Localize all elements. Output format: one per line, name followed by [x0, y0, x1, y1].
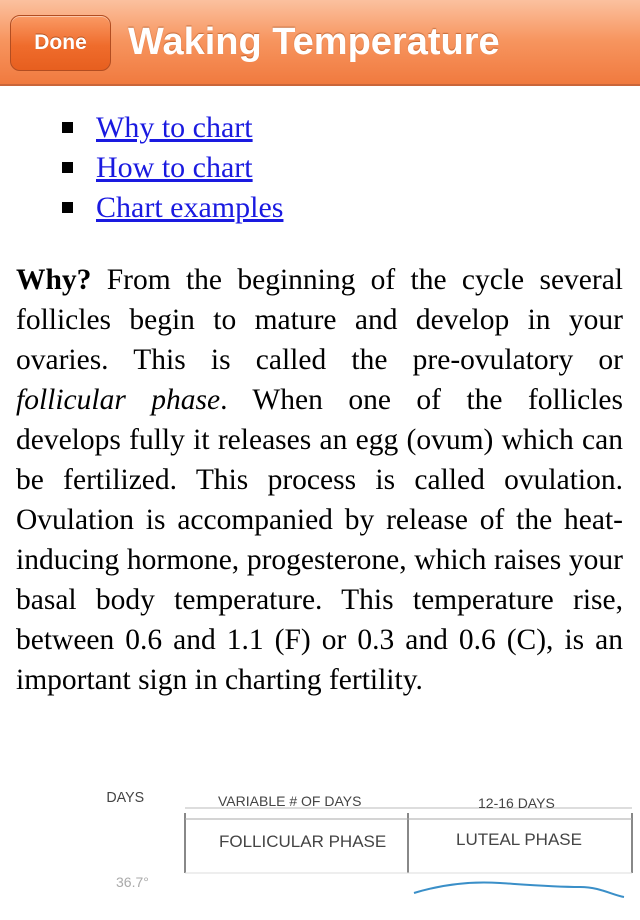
temperature-chart-image [0, 775, 640, 920]
paragraph-text: . When one of the follicles develops fully it releases an egg (ovum) which can be fertilized. This process is called ovulation. Ovulation is accompanied by release of the heat-inducing hormone, progesterone, which raises your basal body temperature. This temperature rise, between 0.6 and 1.1 (F) or 0.3 and 0.6 (C), is an important sign in charting fertility. [16, 384, 623, 696]
paragraph-lead: Why? [16, 264, 92, 296]
bullet-icon [62, 162, 73, 173]
bullet-icon [62, 122, 73, 133]
chart-luteal-days-label: 12-16 DAYS [478, 795, 555, 811]
link-how-to-chart[interactable]: How to chart [96, 151, 253, 184]
chart-follicular-label: FOLLICULAR PHASE [219, 832, 387, 851]
done-button[interactable]: Done [10, 15, 111, 71]
navigation-bar [0, 0, 640, 86]
chart-temperature-label: 36.7° [116, 874, 149, 890]
page-title: Waking Temperature [128, 21, 500, 63]
bullet-icon [62, 202, 73, 213]
explanation-paragraph [16, 260, 623, 700]
link-why-to-chart[interactable]: Why to chart [96, 111, 253, 144]
chart-variable-days-label: VARIABLE # OF DAYS [218, 793, 362, 809]
link-chart-examples[interactable]: Chart examples [96, 191, 284, 224]
paragraph-emphasis: follicular phase [16, 384, 221, 416]
chart-days-label: DAYS [106, 789, 145, 807]
chart-luteal-label: LUTEAL PHASE [456, 830, 582, 849]
paragraph-text: From the beginning of the cycle several follicles begin to mature and develop in your ovaries. This is called the pre-ovulatory or [16, 264, 623, 376]
